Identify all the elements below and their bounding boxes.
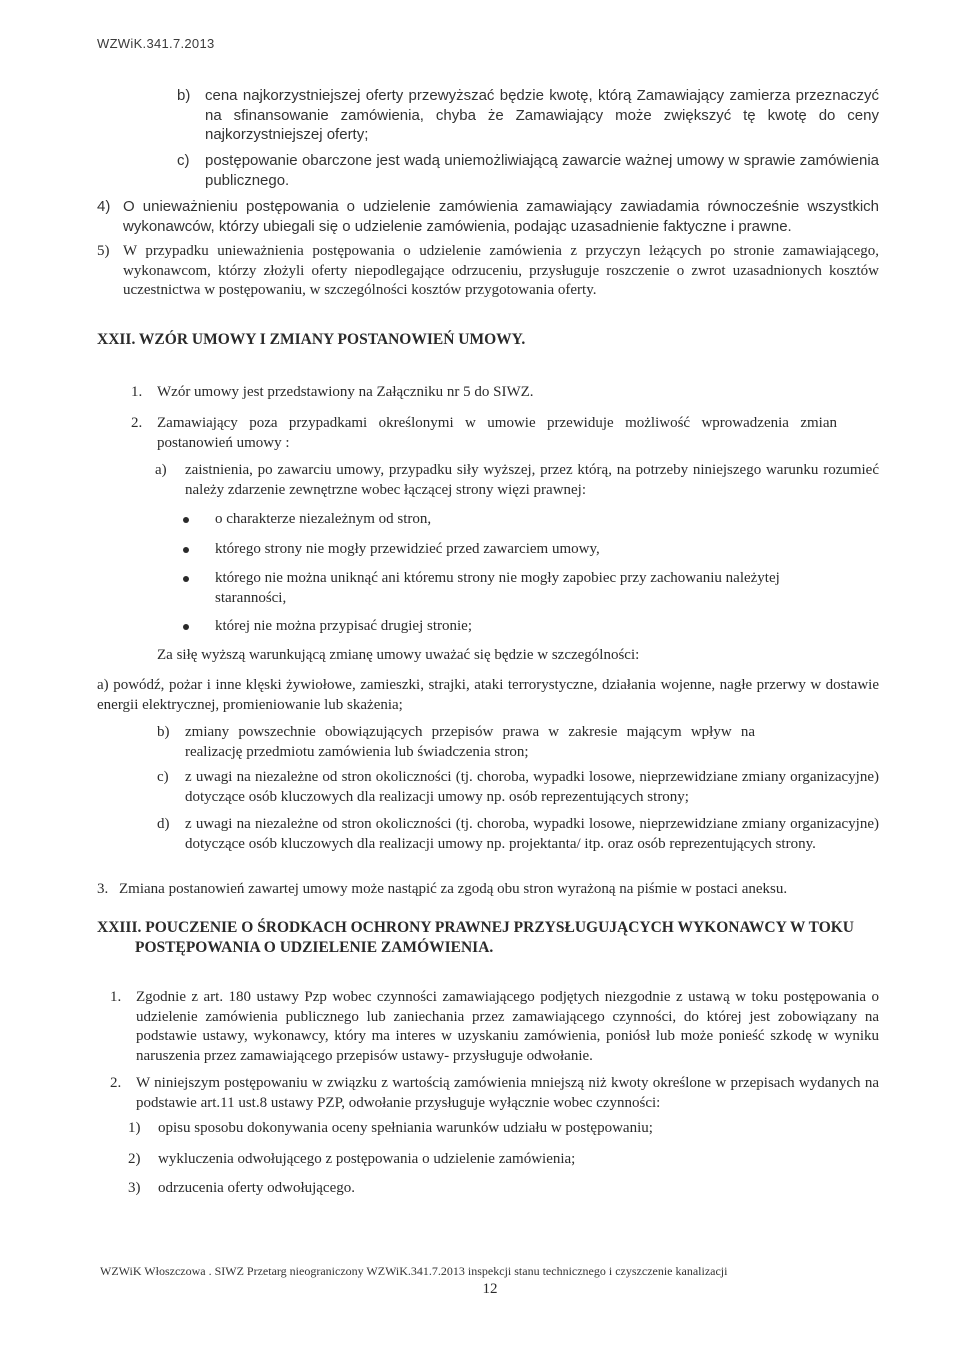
condition-b [177,86,879,145]
page-number: 12 [482,1281,498,1297]
appeal-scope-item [128,1179,868,1199]
paragraph-4 [97,197,879,236]
section-xxiii-point-1 [110,988,879,1066]
paragraph-5-label: 5) [97,243,110,259]
xxiii-point-1-text: Zgodnie z art. 180 ustawy Pzp wobec czynności zamawiającego podjętych niezgodnie z ustawą w toku postępowania o udzielenie zamówienia publicznego lub zaniechania przez zamawiającego czynności, do której jest zobowiązany na podstawie ustawy, wykonawcy, który ma interes w uzyskaniu zamówienia, poniósł lub może ponieść szkodę w wyniku naruszenia przez zamawiającego przepisów ustawy- przysługuje odwołanie. [136,989,879,1064]
bullet-text: którego nie można uniknąć ani któremu strony nie mogły zapobiec przy zachowaniu należytej staranności, [215,570,780,606]
page-footer: WZWiK Włoszczowa . SIWZ Przetarg nieograniczony WZWiK.341.7.2013 inspekcji stanu technicznego i czyszczenie kanalizacji [100,1264,728,1278]
definition-a-text: zaistnienia, po zawarciu umowy, przypadku siły wyższej, przez którą, na potrzeby niniejszego warunku rozumieć należy zdarzenie zewnętrzne wobec łączącej strony więzi prawnej: [185,462,879,498]
bullet-text: o charakterze niezależnym od stron, [215,511,432,527]
section-xxiii-point-2 [110,1074,879,1113]
xxiii-point-1-label: 1. [110,989,122,1005]
point-1-label: 1. [131,384,143,400]
paragraph-4-label: 4) [97,198,111,215]
force-majeure-d [157,815,879,854]
force-d-text: z uwagi na niezależne od stron okoliczności (tj. choroba, wypadki losowe, nieprzewidziane zmiany organizacyjne) dotyczące osób kluczowych dla realizacji umowy np. projektanta/ itp. oraz osób reprezentujących strony. [185,816,879,852]
paragraph-5-text: W przypadku unieważnienia postępowania o udzielenie zamówienia z przyczyn leżących po stronie zamawiającego, wykonawcom, którzy złożyli oferty niepodlegające odrzuceniu, przysługuje roszczenie o zwrot uzasadnionych kosztów uczestnictwa w postępowaniu, w szczególności kosztów przygotowania oferty. [123,243,879,298]
paragraph-4-text: O unieważnieniu postępowania o udzielenie zamówienia zamawiający zawiadamia równocześnie wszystkich wykonawców, którzy ubiegali się o udzielenie zamówienia, podając uzasadnienie faktyczne i prawne. [123,198,879,235]
document-reference: WZWiK.341.7.2013 [97,36,215,51]
appeal-scope-item [128,1150,868,1170]
bullet-item [183,540,863,560]
xxiii-point-2-label: 2. [110,1075,122,1091]
point-2-label: 2. [131,415,143,431]
condition-c-label: c) [177,152,190,169]
appeal-scope-item [128,1119,868,1139]
point-2-text: Zamawiający poza przypadkami określonymi w umowie przewiduje możliwość wprowadzenia zmian postanowień umowy : [157,415,837,451]
section-xxii-heading: XXII. WZÓR UMOWY I ZMIANY POSTANOWIEŃ UMOWY. [97,331,526,348]
bullet-text: którego strony nie mogły przewidzieć przed zawarciem umowy, [215,541,600,557]
section-xxii-point-1 [131,383,879,403]
section-xxiii-heading-line-2: POSTĘPOWANIA O UDZIELENIE ZAMÓWIENIA. [135,939,494,956]
appeal-scope-label: 1) [128,1120,141,1136]
section-xxii-point-3 [97,880,879,900]
condition-c [177,151,879,190]
paragraph-5 [97,242,879,301]
force-b-text: zmiany powszechnie obowiązujących przepisów prawa w zakresie mającym wpływ na realizację przedmiotu zamówienia lub świadczenia stron; [185,724,755,760]
section-xxiii-heading [97,918,897,958]
xxiii-point-2-text: W niniejszym postępowaniu w związku z wartością zamówienia mniejszą niż kwoty określone w przepisach wydanych na podstawie art.11 ust.8 ustawy PZP, odwołanie przysługuje wyłącznie wobec czynności: [136,1075,879,1111]
force-majeure-b [157,723,879,762]
condition-c-text: postępowanie obarczone jest wadą uniemożliwiającą zawarcie ważnej umowy w sprawie zamówienia publicznego. [205,152,879,189]
force-majeure-definition [155,461,879,500]
force-majeure-c [157,768,879,807]
bullet-item [183,510,863,530]
force-majeure-a [97,676,879,715]
bullet-icon [183,517,189,523]
force-a-text [97,676,879,715]
condition-b-label: b) [177,87,191,104]
condition-b-text: cena najkorzystniejszej oferty przewyższać będzie kwotę, którą Zamawiający zamierza przeznaczyć na sfinansowanie zamówienia, chyba że Zamawiający może zwiększyć tę kwotę do ceny najkorzystniejszej oferty; [205,87,879,143]
section-xxii-point-2 [131,414,879,453]
force-c-text: z uwagi na niezależne od stron okoliczności (tj. choroba, wypadki losowe, nieprzewidziane zmiany organizacyjne) dotyczące osób kluczowych dla realizacji umowy np. osób reprezentujących strony; [185,769,879,805]
bullet-text: której nie można przypisać drugiej stronie; [215,618,472,634]
bullet-item [183,617,863,637]
point-1-text: Wzór umowy jest przedstawiony na Załączniku nr 5 do SIWZ. [157,384,534,400]
force-a-label: a) [97,677,109,693]
force-majeure-intro: Za siłę wyższą warunkującą zmianę umowy uważać się będzie w szczególności: [157,647,640,663]
bullet-item [183,569,863,608]
point-3-label: 3. [97,881,109,897]
force-b-label: b) [157,724,170,740]
force-a-content: powódź, pożar i inne klęski żywiołowe, zamieszki, strajki, ataki terrorystyczne, działania wojenne, nagłe przerwy w dostawie energii elektrycznej, promieniowanie lub skażenia; [97,677,880,713]
appeal-scope-label: 2) [128,1151,141,1167]
bullet-icon [183,576,189,582]
appeal-scope-label: 3) [128,1180,141,1196]
point-3-text: Zmiana postanowień zawartej umowy może nastąpić za zgodą obu stron wyrażoną na piśmie w postaci aneksu. [119,881,788,897]
bullet-icon [183,547,189,553]
force-c-label: c) [157,769,169,785]
force-d-label: d) [157,816,170,832]
section-xxiii-heading-line-1: XXIII. POUCZENIE O ŚRODKACH OCHRONY PRAWNEJ PRZYSŁUGUJĄCYCH WYKONAWCY W TOKU [97,919,855,936]
appeal-scope-text: odrzucenia oferty odwołującego. [158,1180,355,1196]
appeal-scope-text: opisu sposobu dokonywania oceny spełniania warunków udziału w postępowaniu; [158,1120,653,1136]
appeal-scope-text: wykluczenia odwołującego z postępowania o udzielenie zamówienia; [158,1151,576,1167]
definition-a-label: a) [155,462,167,478]
bullet-icon [183,624,189,630]
